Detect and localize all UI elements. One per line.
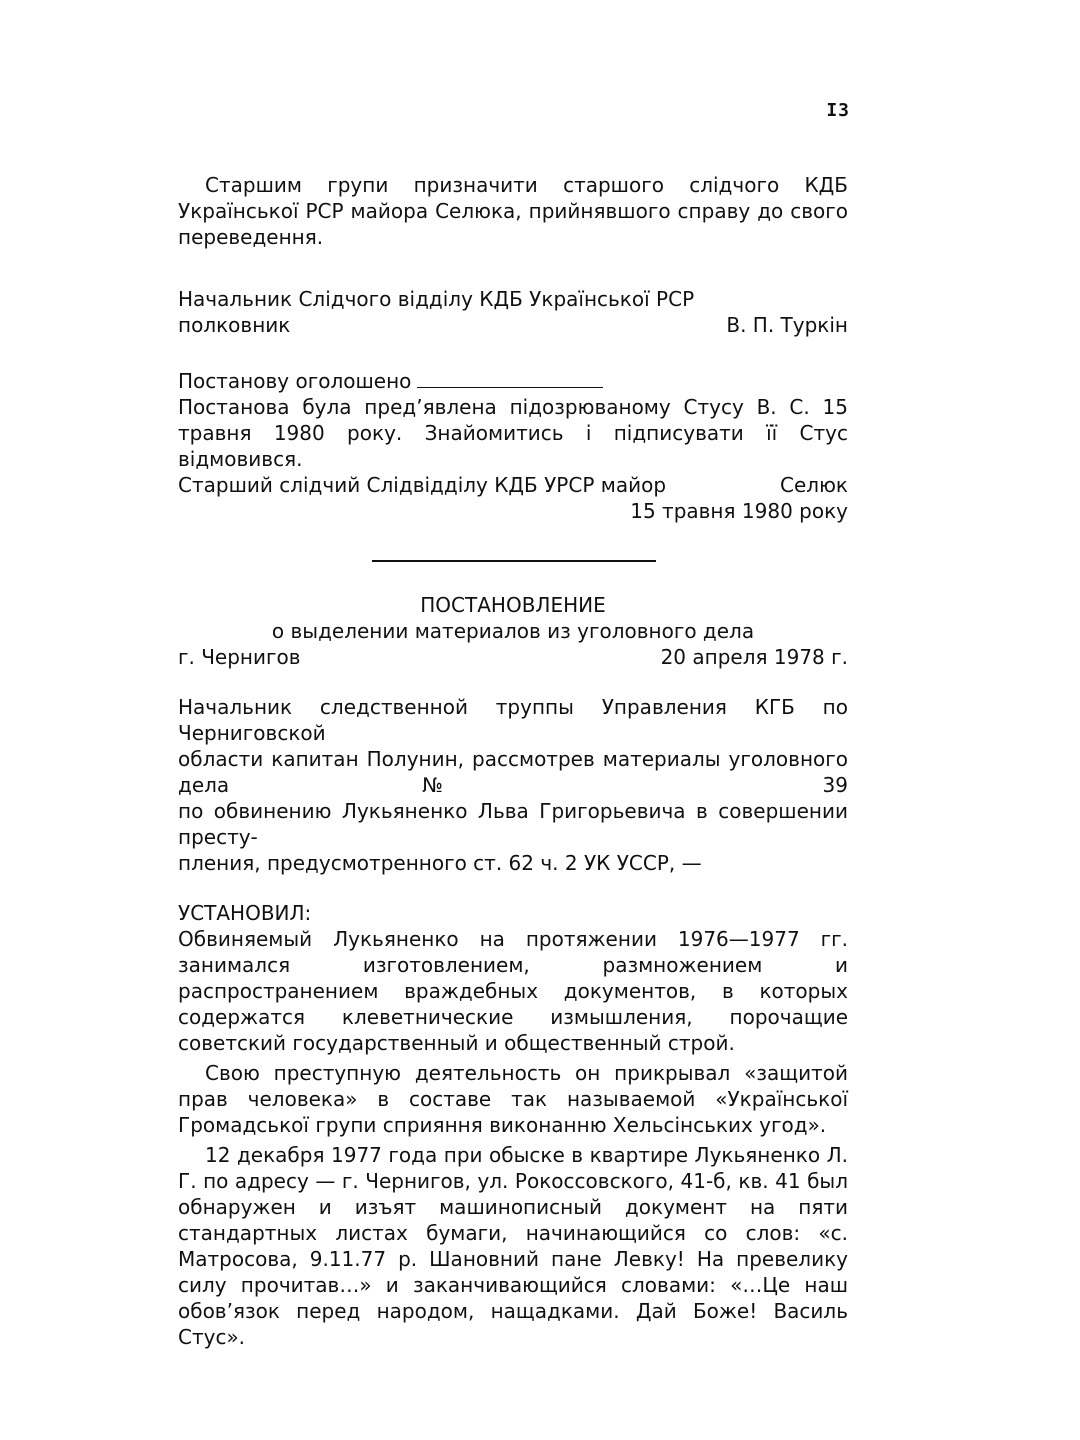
announced-line [178,368,848,394]
search-paragraph: 12 декабря 1977 года при обыске в квартире Лукьяненко Л. Г. по адресу — г. Чернигов, ул. Рокоссовского, 41-б, кв. 41 был обнаружен и изъят машинописный документ на пяти стандартных листах бумаги, начинающийся со слов: «с. Матросова, 9.11.77 р. Шановний пане Левку! На превелику силу прочитав…» и заканчивающийся словами: «…Це наш обов’язок перед народом, нащадками. Дай Боже! Василь Стус». [178,1143,848,1349]
activity-paragraph: Свою преступную деятельность он прикрывал «защитой прав человека» в составе так называемой «Української Громадської групи сприяння виконанню Хельсінських угод». [178,1061,848,1137]
place-date-row [178,644,848,670]
intro-line: Начальник следственной труппы Управления КГБ по Черниговской [178,695,848,745]
signature-block [178,286,848,338]
signature-title-line1: Начальник Слідчого відділу КДБ Української РСР [178,287,695,311]
resolution-date: 20 апреля 1978 г. [660,645,848,669]
group-leader-paragraph: Старшим групи призначити старшого слідчого КДБ Української РСР майора Селюка, прийнявшого справу до свого переведення. [178,173,848,249]
investigator-title: Старший слідчий Слідвідділу КДБ УРСР майор [178,473,667,497]
resolution-heading: ПОСТАНОВЛЕНИЕ [420,593,606,617]
resolution-header [178,592,848,670]
blank-underline [417,371,603,388]
intro-line: по обвинению Лукьяненко Льва Григорьевича в совершении престу- [178,799,848,849]
divider-line [372,560,656,562]
established-section [178,900,848,1350]
signature-rank: полковник [178,313,291,337]
signature-row [178,312,848,338]
announced-label: Постанову оголошено [178,369,412,393]
resolution-subheading: о выделении материалов из уголовного дела [271,619,755,643]
presented-paragraph: Постанова була пред’явлена підозрюваному Стусу В. С. 15 травня 1980 року. Знайомитись і підписувати її Стус відмовився. [178,395,848,471]
resolution-city: г. Чернигов [178,645,301,669]
signature-name: В. П. Туркін [726,313,848,337]
established-paragraph: Обвиняемый Лукьяненко на протяжении 1976—1977 гг. занимался изготовлением, размножением и распространением враждебных документов, в которых содержатся клеветнические измышления, порочащие советский государственный и общественный строй. [178,927,848,1055]
intro-line: области капитан Полунин, рассмотрев материалы уголовного дела № 39 [178,747,848,797]
intro-paragraph [178,694,848,876]
section-divider [178,560,848,562]
investigator-row [178,472,848,498]
established-label: УСТАНОВИЛ: [178,901,312,925]
document-body [178,172,848,1350]
investigator-name: Селюк [780,473,848,497]
intro-line: пления, предусмотренного ст. 62 ч. 2 УК УССР, — [178,851,702,875]
page-number: I3 [826,100,850,121]
announcement-date: 15 травня 1980 року [630,499,848,523]
announcement-block [178,368,848,524]
